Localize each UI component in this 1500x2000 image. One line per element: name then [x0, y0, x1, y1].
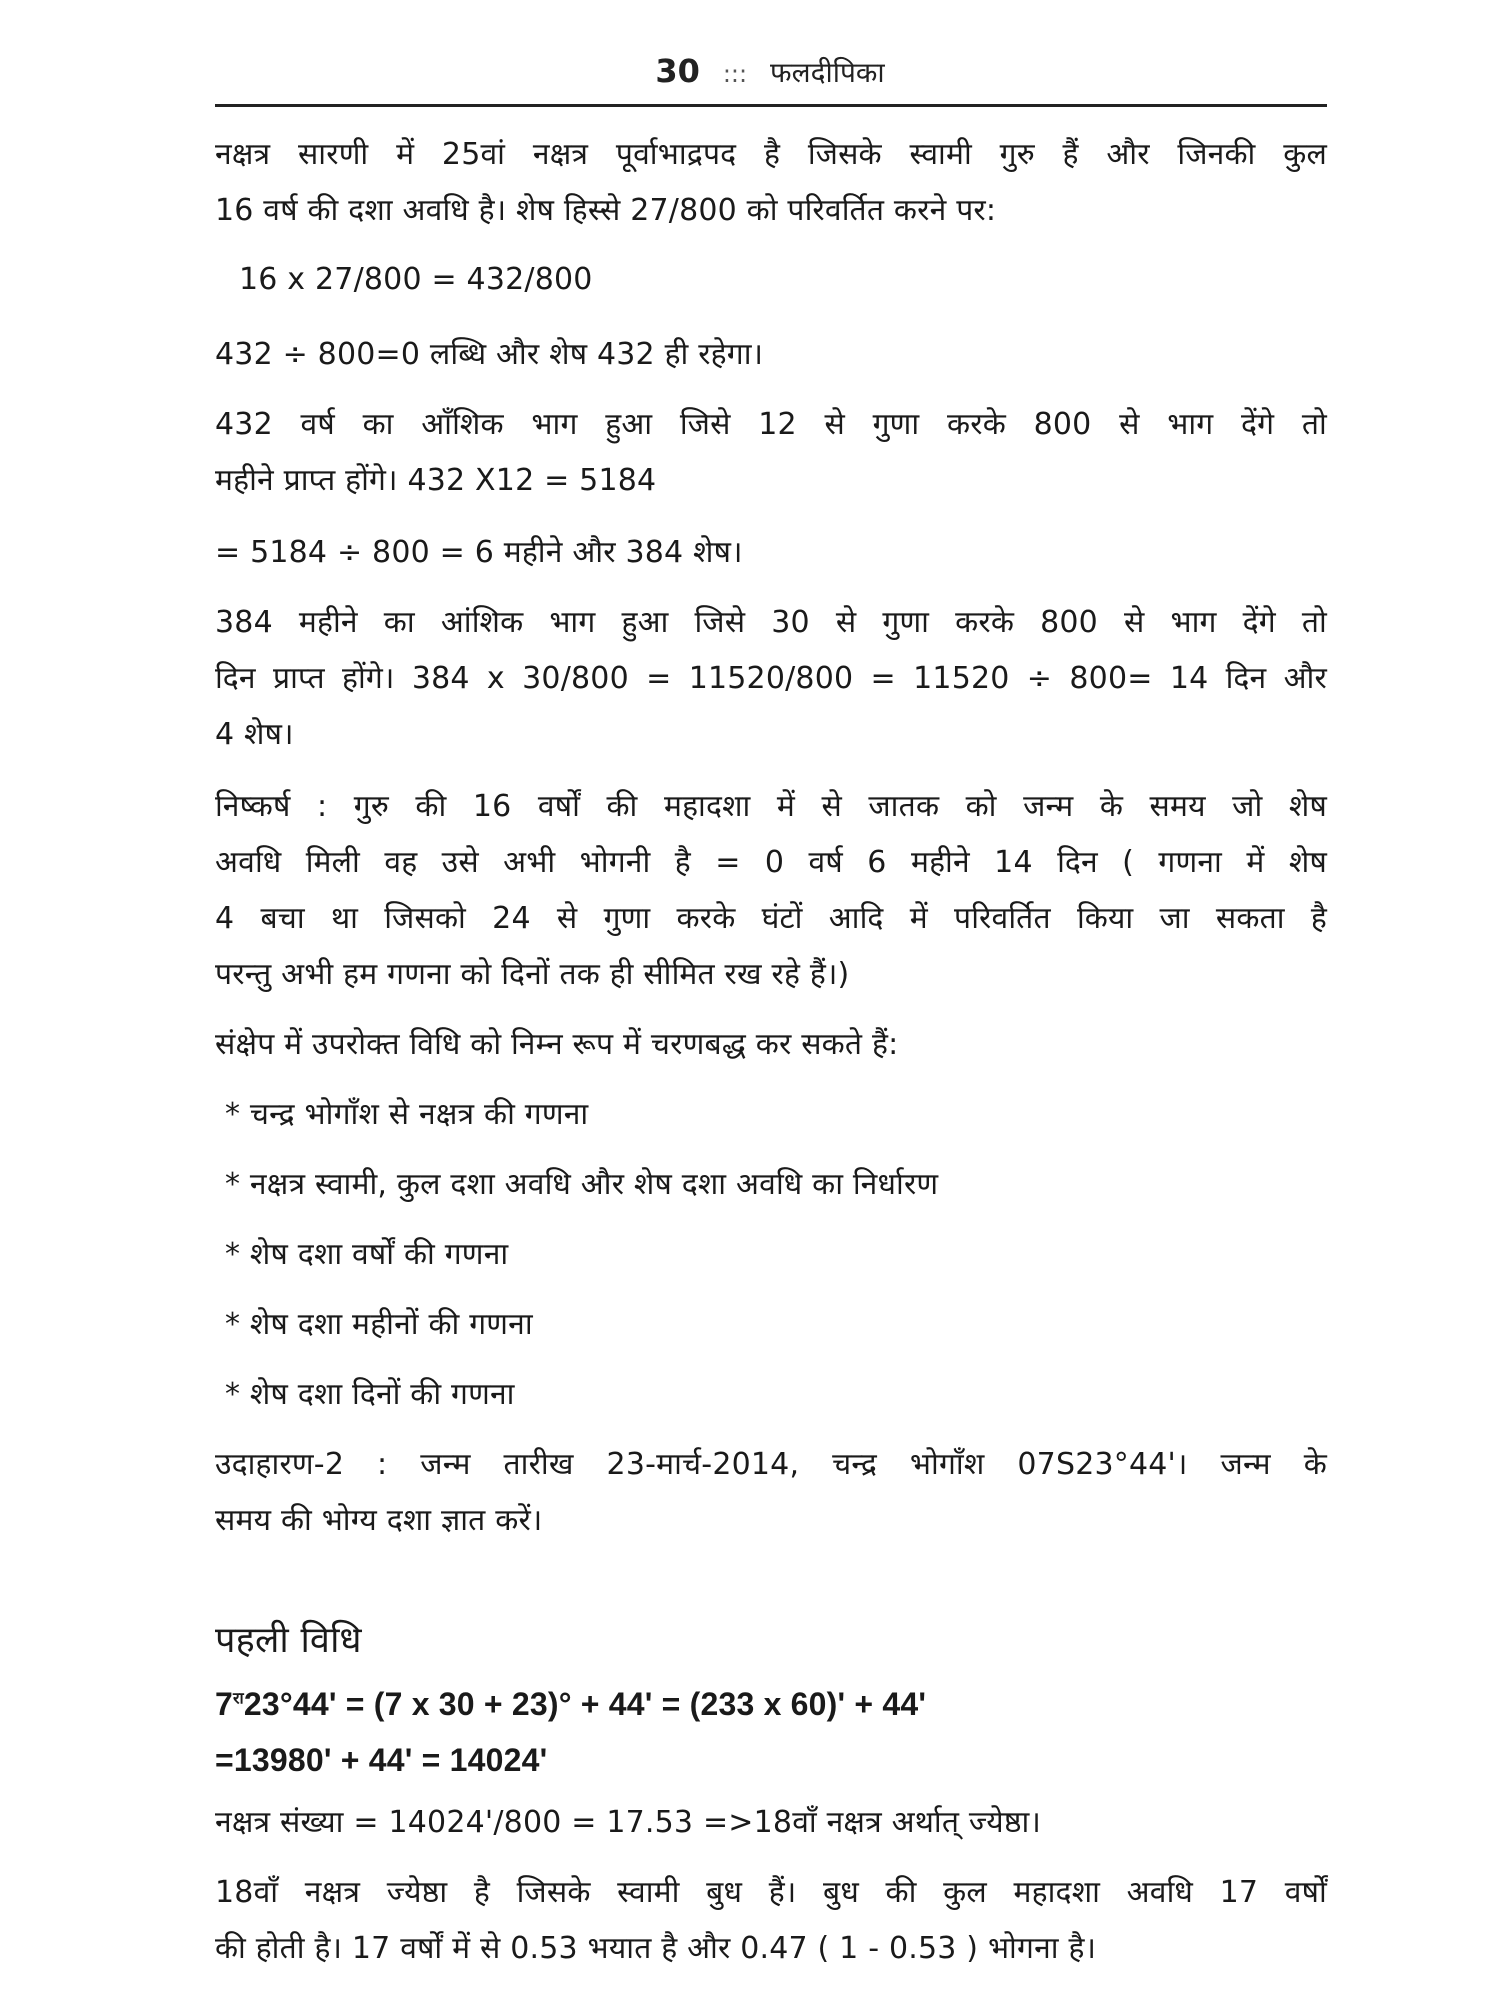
paragraph-6-line-2: की होती है। 17 वर्षों में से 0.53 भयात है और 0.47 ( 1 - 0.53 ) भोगना है।: [215, 1931, 1097, 1966]
calculation-3: नक्षत्र संख्या = 14024'/800 = 17.53 =>18वाँ नक्षत्र अर्थात् ज्येष्ठा।: [215, 1805, 1042, 1840]
step-item: * नक्षत्र स्वामी, कुल दशा अवधि और शेष दशा अवधि का निर्धारण: [225, 1167, 939, 1202]
section-heading: पहली विधि: [215, 1620, 362, 1661]
conclusion-line-4: परन्तु अभी हम गणना को दिनों तक ही सीमित रख रहे हैं।): [215, 957, 850, 992]
calculation-1-rest: 23°44' = (7 x 30 + 23)° + 44' = (233 x 60)' + 44': [243, 1686, 927, 1722]
paragraph-6-line-1: 18वाँ नक्षत्र ज्येष्ठा है जिसके स्वामी बुध हैं। बुध की कुल महादशा अवधि 17 वर्षों: [215, 1875, 1327, 1910]
paragraph-3-line-2: दिन प्राप्त होंगे। 384 x 30/800 = 11520/800 = 11520 ÷ 800= 14 दिन और: [215, 661, 1327, 696]
step-item: * शेष दशा महीनों की गणना: [225, 1307, 533, 1342]
equation-3: = 5184 ÷ 800 = 6 महीने और 384 शेष।: [215, 535, 743, 570]
step-item: * शेष दशा दिनों की गणना: [225, 1377, 515, 1412]
conclusion-line-3: 4 बचा था जिसको 24 से गुणा करके घंटों आदि में परिवर्तित किया जा सकता है: [215, 901, 1327, 936]
book-title: फलदीपिका: [770, 56, 885, 89]
example-2-line-2: समय की भोग्य दशा ज्ञात करें।: [215, 1503, 543, 1538]
calculation-1-superscript: रा: [233, 1690, 244, 1708]
step-item: * शेष दशा वर्षों की गणना: [225, 1237, 509, 1272]
paragraph-2-line-1: 432 वर्ष का आँशिक भाग हुआ जिसे 12 से गुणा करके 800 से भाग देंगे तो: [215, 407, 1327, 442]
conclusion-line-2: अवधि मिली वह उसे अभी भोगनी है = 0 वर्ष 6 महीने 14 दिन ( गणना में शेष: [215, 845, 1327, 880]
example-2-line-1: उदाहारण-2 : जन्म तारीख 23-मार्च-2014, चन्द्र भोगाँश 07S23°44'। जन्म के: [215, 1447, 1327, 1482]
equation-2: 432 ÷ 800=0 लब्धि और शेष 432 ही रहेगा।: [215, 337, 764, 372]
summary-intro: संक्षेप में उपरोक्त विधि को निम्न रूप में चरणबद्ध कर सकते हैं:: [215, 1027, 899, 1062]
header-rule: [215, 104, 1327, 107]
calculation-1: [215, 1686, 1327, 1723]
calculation-2: =13980' + 44' = 14024': [215, 1742, 548, 1778]
page-number: 30: [655, 52, 700, 90]
calculation-1-sign: 7: [215, 1686, 233, 1722]
conclusion-line-1: निष्कर्ष : गुरु की 16 वर्षों की महादशा में से जातक को जन्म के समय जो शेष: [215, 789, 1327, 824]
header-separator: :::: [722, 60, 748, 88]
step-item: * चन्द्र भोगाँश से नक्षत्र की गणना: [225, 1097, 589, 1132]
paragraph-2-line-2: महीने प्राप्त होंगे। 432 X12 = 5184: [215, 463, 657, 498]
page-header: [215, 52, 1325, 91]
paragraph-1-line-2: 16 वर्ष की दशा अवधि है। शेष हिस्से 27/800 को परिवर्तित करने पर:: [215, 193, 997, 228]
paragraph-3-line-3: 4 शेष।: [215, 717, 294, 752]
equation-1: 16 x 27/800 = 432/800: [239, 262, 593, 297]
paragraph-1-line-1: नक्षत्र सारणी में 25वां नक्षत्र पूर्वाभाद्रपद है जिसके स्वामी गुरु हैं और जिनकी कुल: [215, 137, 1327, 172]
paragraph-3-line-1: 384 महीने का आंशिक भाग हुआ जिसे 30 से गुणा करके 800 से भाग देंगे तो: [215, 605, 1327, 640]
